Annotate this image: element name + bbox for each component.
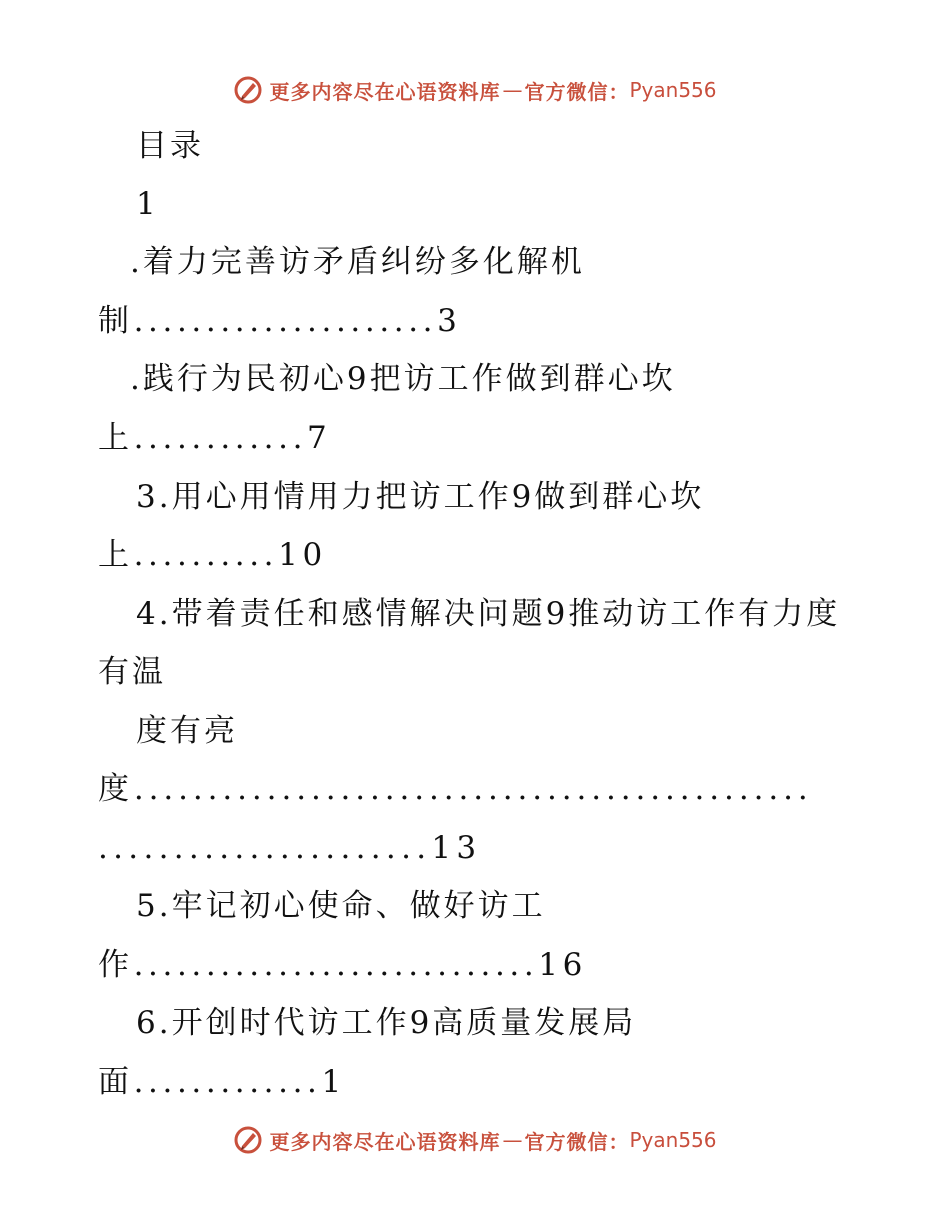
pen-logo-icon (233, 1125, 263, 1155)
toc-line: 有温 (98, 654, 166, 690)
header-banner (0, 70, 950, 110)
toc-title: 目录 (136, 128, 204, 164)
pen-logo-icon (233, 75, 263, 105)
toc-line: 作............................16 (98, 947, 587, 983)
toc-line: .践行为民初心9把访工作做到群心坎 (130, 361, 676, 397)
banner-slogan: 更多内容尽在心语资料库 (269, 1129, 501, 1154)
banner-wechat-handle: Pyan556 (629, 1128, 717, 1152)
toc-line: 1 (136, 186, 159, 222)
banner-official-label: 官方微信： (524, 1129, 630, 1154)
toc-line: 制.....................3 (98, 303, 462, 339)
toc-line: 4.带着责任和感情解决问题9推动访工作有力度 (136, 596, 841, 632)
toc-line: 3.用心用情用力把访工作9做到群心坎 (136, 479, 705, 515)
toc-line: 上..........10 (98, 537, 327, 573)
banner-official-label: 官方微信： (524, 79, 630, 104)
banner-separator: — (502, 78, 523, 102)
banner-slogan: 更多内容尽在心语资料库 (269, 79, 501, 104)
toc-line: ......................13 (98, 830, 482, 866)
banner-wechat-handle: Pyan556 (629, 78, 717, 102)
toc-line: 面.............1 (98, 1064, 346, 1100)
toc-line: 度有亮 (136, 713, 238, 749)
toc-line: 上............7 (98, 420, 332, 456)
toc-line: .着力完善访矛盾纠纷多化解机 (130, 244, 585, 280)
toc-line: 5.牢记初心使命、做好访工 (136, 888, 546, 924)
toc-line: 度.............................................. (98, 771, 813, 807)
banner-separator: — (502, 1128, 523, 1152)
footer-banner (0, 1120, 950, 1160)
toc-line: 6.开创时代访工作9高质量发展局 (136, 1005, 637, 1041)
